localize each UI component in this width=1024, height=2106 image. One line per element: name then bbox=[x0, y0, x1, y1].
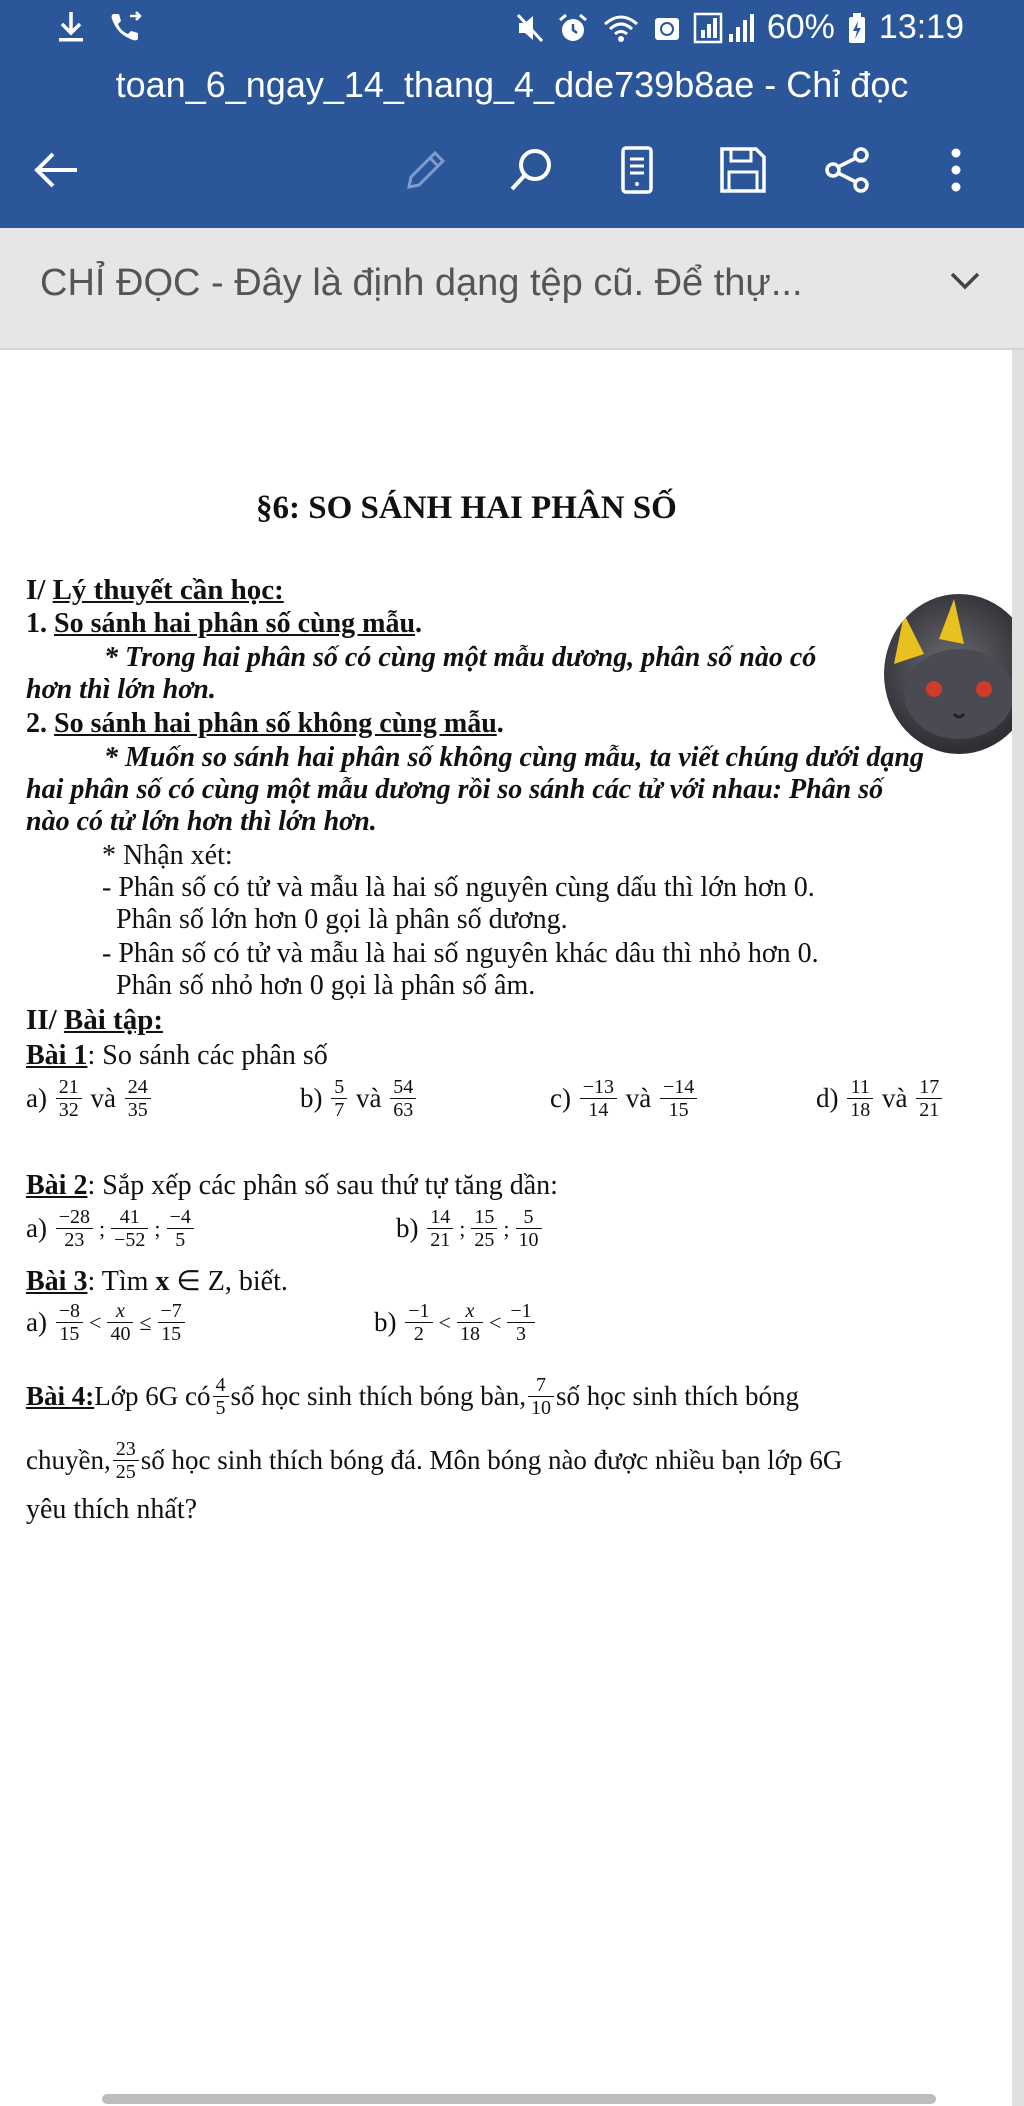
ex2-b: b) $\frac{14}{21}$ ; $\frac{15}{25}$ ; $\frac{5}{10}$ bbox=[396, 1206, 544, 1251]
h1-num: 1. bbox=[26, 608, 54, 639]
chevron-down-icon[interactable] bbox=[948, 270, 982, 297]
call-forward-icon bbox=[108, 10, 144, 44]
fraction: $\frac{41}{-52}$ bbox=[111, 1206, 148, 1251]
toolbar bbox=[0, 140, 1024, 200]
exercise-3-heading bbox=[26, 1266, 288, 1298]
fraction: $\frac{-4}{5}$ bbox=[167, 1206, 194, 1251]
wifi-icon bbox=[601, 12, 641, 44]
fraction: $\frac{-14}{15}$ bbox=[660, 1076, 697, 1121]
ex3-label: Bài 3 bbox=[26, 1266, 88, 1297]
fraction: $\frac{5}{10}$ bbox=[516, 1206, 542, 1251]
app-bar bbox=[0, 0, 1024, 228]
fraction: $\frac{x}{18}$ bbox=[457, 1300, 483, 1345]
and-word: và bbox=[882, 1083, 908, 1113]
ex2-text: : Sắp xếp các phân số sau thứ tự tăng dần: bbox=[87, 1170, 558, 1201]
more-options-button[interactable] bbox=[926, 140, 986, 200]
and-word: và bbox=[90, 1083, 116, 1113]
note-1b: Phân số lớn hơn 0 gọi là phân số dương. bbox=[116, 904, 568, 935]
exercise-4-line-2: chuyền, $\frac{23}{25}$ số học sinh thích bóng đá. Môn bóng nào được nhiều bạn lớp 6G bbox=[26, 1438, 843, 1483]
document-title: toan_6_ngay_14_thang_4_dde739b8ae - Chỉ đọc bbox=[115, 64, 909, 105]
ex3-b: b) $\frac{-1}{2}$ < $\frac{x}{18}$ < $\frac{-1}{3}$ bbox=[374, 1300, 537, 1345]
fraction: $\frac{11}{18}$ bbox=[847, 1076, 873, 1121]
edit-button[interactable] bbox=[396, 140, 456, 200]
exercise-1-heading bbox=[26, 1040, 328, 1072]
ex3-b-label: b) bbox=[374, 1307, 397, 1337]
section2-prefix: II/ bbox=[26, 1004, 64, 1036]
note-2b: Phân số nhỏ hơn 0 gọi là phân số âm. bbox=[116, 970, 536, 1001]
alarm-icon bbox=[557, 12, 589, 44]
search-button[interactable] bbox=[502, 140, 562, 200]
ex1-a-label: a) bbox=[26, 1083, 47, 1113]
share-icon bbox=[823, 145, 873, 195]
section-heading-theory bbox=[26, 574, 284, 606]
fraction: $\frac{21}{32}$ bbox=[56, 1076, 82, 1121]
fraction: $\frac{5}{7}$ bbox=[331, 1076, 347, 1121]
page-edge bbox=[1012, 350, 1024, 2106]
ex2-a-label: a) bbox=[26, 1213, 47, 1243]
fraction: $\frac{24}{35}$ bbox=[125, 1076, 151, 1121]
back-arrow-icon bbox=[31, 150, 81, 190]
and-word: và bbox=[356, 1083, 382, 1113]
lesson-title: §6: SO SÁNH HAI PHÂN SỐ bbox=[256, 490, 677, 526]
section-heading-exercises bbox=[26, 1004, 163, 1036]
ex2-b-label: b) bbox=[396, 1213, 419, 1243]
read-only-banner[interactable] bbox=[0, 228, 1024, 350]
fraction: $\frac{23}{25}$ bbox=[113, 1438, 139, 1483]
horizontal-scrollbar[interactable] bbox=[102, 2094, 936, 2104]
ex1-a bbox=[26, 1076, 153, 1121]
rule-2-line-3: nào có tử lớn hơn thì lớn hơn. bbox=[26, 806, 377, 837]
ex1-b-label: b) bbox=[300, 1083, 323, 1113]
ex3-text-1: : Tìm bbox=[87, 1266, 156, 1297]
exercise-4-line-3: yêu thích nhất? bbox=[26, 1494, 198, 1525]
banner-text: CHỈ ĐỌC - Đây là định dạng tệp cũ. Để thự... bbox=[40, 262, 803, 304]
note-title: * Nhận xét: bbox=[102, 840, 233, 871]
rule-2-line-2: hai phân số có cùng một mẫu dương rồi so sánh các tử với nhau: Phân số bbox=[26, 774, 884, 805]
ex1-label: Bài 1 bbox=[26, 1040, 88, 1071]
ex2-a: a) $\frac{-28}{23}$ ; $\frac{41}{-52}$ ; $\frac{-4}{5}$ bbox=[26, 1206, 196, 1251]
mute-icon bbox=[515, 12, 545, 44]
fraction: $\frac{54}{63}$ bbox=[390, 1076, 416, 1121]
exercise-4-line-1: Bài 4: Lớp 6G có $\frac{4}{5}$ số học sinh thích bóng bàn, $\frac{7}{10}$ số học sinh thích bóng bbox=[26, 1374, 800, 1419]
ex1-text: : So sánh các phân số bbox=[87, 1040, 328, 1071]
fraction: $\frac{-28}{23}$ bbox=[56, 1206, 93, 1251]
ex3-text-2: ∈ Z, biết. bbox=[169, 1266, 288, 1297]
edit-pencil-icon bbox=[401, 145, 451, 195]
download-icon bbox=[56, 10, 86, 44]
ex3-a: a) $\frac{-8}{15}$ < $\frac{x}{40}$ ≤ $\frac{-7}{15}$ bbox=[26, 1300, 187, 1345]
rule-1-line-1: * Trong hai phân số có cùng một mẫu dương, phân số nào có bbox=[104, 642, 817, 673]
ex1-d-label: d) bbox=[816, 1083, 839, 1113]
battery-icon bbox=[847, 12, 867, 44]
vpn-icon bbox=[653, 12, 681, 44]
more-options-icon bbox=[946, 145, 966, 195]
fraction: $\frac{-1}{2}$ bbox=[405, 1300, 432, 1345]
fraction: $\frac{-8}{15}$ bbox=[56, 1300, 83, 1345]
section1-prefix: I/ bbox=[26, 574, 53, 606]
fraction: $\frac{-13}{14}$ bbox=[580, 1076, 617, 1121]
ex1-c bbox=[550, 1076, 699, 1121]
mobile-view-button[interactable] bbox=[607, 140, 667, 200]
search-icon bbox=[507, 145, 557, 195]
and-word: và bbox=[625, 1083, 652, 1113]
exercise-2-heading bbox=[26, 1170, 558, 1202]
fraction: $\frac{-7}{15}$ bbox=[158, 1300, 185, 1345]
save-button[interactable] bbox=[713, 140, 773, 200]
fraction: $\frac{15}{25}$ bbox=[471, 1206, 497, 1251]
ex1-c-label: c) bbox=[550, 1083, 571, 1113]
fraction: $\frac{4}{5}$ bbox=[213, 1374, 229, 1419]
ex3-x: x bbox=[155, 1266, 170, 1297]
clock: 13:19 bbox=[878, 8, 964, 46]
rule-2-line-1: * Muốn so sánh hai phân số không cùng mẫu, ta viết chúng dưới dạng bbox=[104, 742, 924, 773]
note-2a: - Phân số có tử và mẫu là hai số nguyên khác dâu thì nhỏ hơn 0. bbox=[102, 938, 819, 969]
battery-percent: 60% bbox=[766, 8, 835, 46]
save-icon bbox=[718, 145, 768, 195]
fraction: $\frac{14}{21}$ bbox=[427, 1206, 453, 1251]
mobile-view-icon bbox=[617, 145, 657, 195]
fraction: $\frac{x}{40}$ bbox=[107, 1300, 133, 1345]
section2-label: Bài tập: bbox=[63, 1004, 163, 1036]
fraction: $\frac{17}{21}$ bbox=[916, 1076, 942, 1121]
back-button[interactable] bbox=[26, 140, 86, 200]
fraction: $\frac{7}{10}$ bbox=[528, 1374, 554, 1419]
signal-icon bbox=[693, 12, 755, 44]
note-1a: - Phân số có tử và mẫu là hai số nguyên cùng dấu thì lớn hơn 0. bbox=[102, 872, 815, 903]
h2-num: 2. bbox=[26, 708, 54, 739]
ex2-label: Bài 2 bbox=[26, 1170, 88, 1201]
h2-label: So sánh hai phân số không cùng mẫu bbox=[54, 708, 497, 739]
ex1-b bbox=[300, 1076, 418, 1121]
share-button[interactable] bbox=[818, 140, 878, 200]
document-page[interactable] bbox=[0, 350, 1012, 2106]
floating-avatar[interactable] bbox=[884, 594, 1024, 754]
rule-1-line-2: hơn thì lớn hơn. bbox=[26, 674, 216, 705]
subheading-same-denominator: 1. So sánh hai phân số cùng mẫu. bbox=[26, 608, 423, 639]
subheading-different-denominator: 2. So sánh hai phân số không cùng mẫu. bbox=[26, 708, 504, 739]
h1-label: So sánh hai phân số cùng mẫu bbox=[54, 608, 416, 639]
ex4-label: Bài 4: bbox=[26, 1381, 95, 1411]
fraction: $\frac{-1}{3}$ bbox=[507, 1300, 534, 1345]
ex3-a-label: a) bbox=[26, 1307, 47, 1337]
section1-label: Lý thuyết cần học: bbox=[52, 574, 284, 606]
ex1-d bbox=[816, 1076, 944, 1121]
status-bar bbox=[0, 0, 1024, 62]
